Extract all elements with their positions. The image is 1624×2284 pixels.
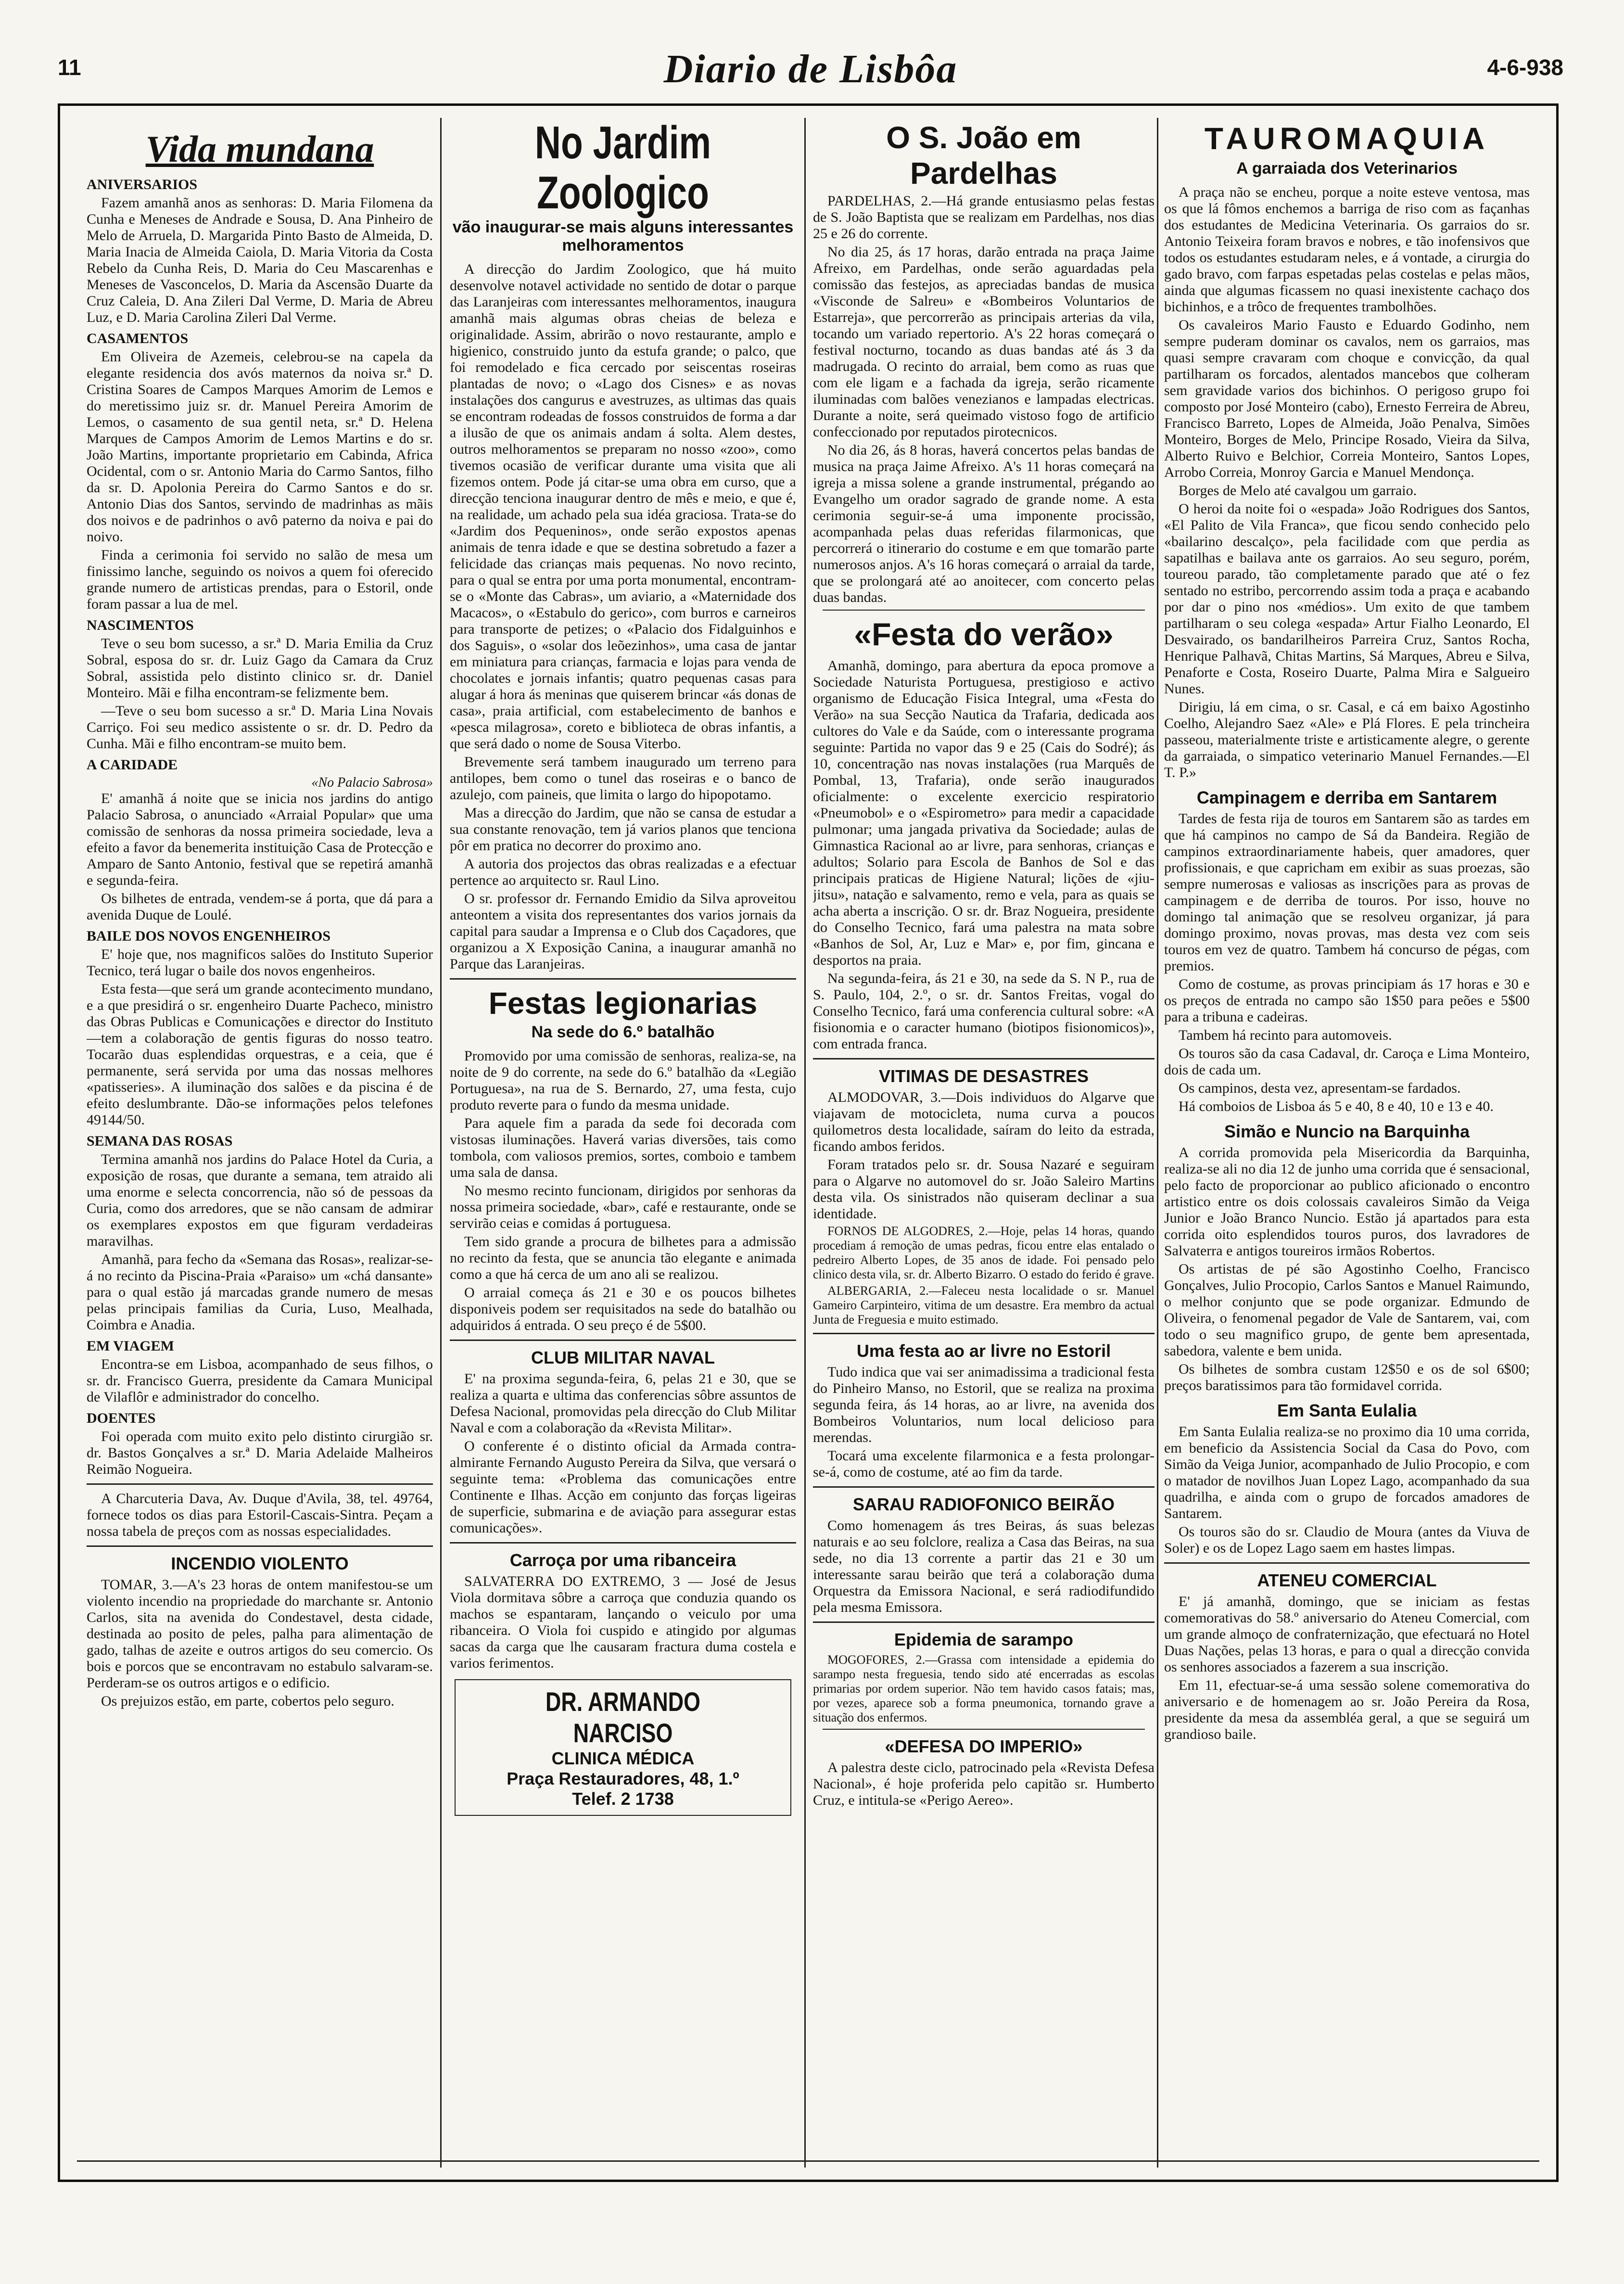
subhead: EM VIAGEM: [87, 1338, 174, 1354]
subhead: CASAMENTOS: [87, 331, 189, 346]
paragraph: O sr. professor dr. Fernando Emidio da Silva aproveitou anteontem a visita dos representantes dos varios jornais da capital para saudar a Imprensa e o Club dos Caçadores, que organizou a X Exposição Canina, a inaugurar amanhã no Parque das Laranjeiras.: [450, 891, 796, 972]
paragraph: Foi operada com muito exito pelo distinto cirurgião sr. dr. Bastos Gonçalves a sr.ª D. Maria Adelaide Malheiros Reimão Nogueira.: [87, 1429, 433, 1477]
paragraph: Os cavaleiros Mario Fausto e Eduardo Godinho, nem sempre puderam dominar os cavalos, nem os garraios, mas quasi sempre cravaram com choque e convicção, da qual partilharam os forcados, alentados mancebos que colheram sem gravidade varios dos bichinhos. O perigoso grupo foi composto por José Monteiro (cabo), Ernesto Ferreira de Abreu, Francisco Barreto, Lopes de Almeida, João Penalva, Simões Monteiro, Borges de Melo, Principe Rosado, Vieira da Silva, Alberto Ruivo e Belchior, Correia Monteiro, Santos Lopes, Arrobo Correia, Monroy Garcia e Manuel Mendonça.: [1164, 317, 1530, 480]
paragraph: Esta festa—que será um grande acontecimento mundano, e a que presidirá o sr. engenheiro Duarte Pacheco, ministro das Obras Publicas e Comunicações e director do Instituto—tem a colaboração de gentis figuras do nosso teatro. Tocarão duas esplendidas orquestras, e a ceia, que é permanente, será servida por uma das nossas melhores «patisseries». A iluminação dos salões e da piscina é de efeito deslumbrante. Dão-se informações pelos telefones 49144/50.: [87, 981, 433, 1128]
paragraph: Os artistas de pé são Agostinho Coelho, Francisco Gonçalves, Julio Procopio, Carlos Santos e Manuel Raimundo, o melhor conjunto que se pode organizar. Edmundo de Oliveira, o fenomenal pegador de Vale de Santarem, vai, com todo o seu magnifico grupo, de gente bem apresentada, sabedora, valente e bem unida.: [1164, 1261, 1530, 1359]
paragraph: No dia 25, ás 17 horas, darão entrada na praça Jaime Afreixo, em Pardelhas, onde serão aguardadas pela comissão das festejos, as apreciadas bandas de musica «Visconde de Salreu» e «Bombeiros Voluntarios de Estarreja», que percorrerão as principais arterias da vila, tocando um variado repertorio. A's 22 horas começará o festival nocturno, tocando as duas bandas até ás 3 da madrugada. O recinto do arraial, bem como as ruas que com ele ligam e a fachada da igreja, serão ricamente iluminadas com balões venezianos e lampadas electricas. Durante a noite, será queimado vistoso fogo de artificio confeccionado por reputados pirotecnicos.: [813, 244, 1155, 440]
paragraph: Brevemente será tambem inaugurado um terreno para antilopes, bem como o tunel das roseiras e o banco de azulejo, com paineis, que limita o largo do hipopotamo.: [450, 754, 796, 803]
paragraph: A corrida promovida pela Misericordia da Barquinha, realiza-se ali no dia 12 de junho uma corrida que é sensacional, pelo facto de proporcionar ao publico aficionado o encontro artistico entre os dois colossais cavaleiros Simão da Veiga Junior e João Branco Nuncio. Estão já apartados para esta corrida oito esplendidos touros puros, dos lavradores de Salvaterra e antigos toureiros irmãos Robertos.: [1164, 1145, 1530, 1259]
column-tauromaquia: [1164, 118, 1530, 2172]
article-title: Epidemia de sarampo: [894, 1630, 1074, 1649]
article-title: ATENEU COMERCIAL: [1257, 1570, 1437, 1590]
paragraph: O heroi da noite foi o «espada» João Rodrigues dos Santos, «El Palito de Vila Franca», que ficou sendo conhecido pelo «bailarino descalço», pela facilidade com que perdia as sapatilhas e bailava ante os garraios. Ao seu seguro, porém, toureou parado, tão completamente parado que até o fez sentado no estribo, percorrendo assim toda a praça e acabando por dar o pino nos «médios». Um exito de que tambem partilharam o seu colega «espada» Artur Fialho Leonardo, El Desvairado, os bandarilheiros Parreira Cruz, Santos Rocha, Henrique Palhavã, Chitas Martins, Sá Marques, Abreu e Silva, Penaforte e Costa, Roseiro Duarte, Palma Mira e Salgueiro Nunes.: [1164, 501, 1530, 697]
paragraph: Dirigiu, lá em cima, o sr. Casal, e cá em baixo Agostinho Coelho, Alejandro Saez «Ale» e Plá Flores. E pela trincheira passeou, materialmente triste e artisticamente alegre, o gerente da garraiada, o simpatico veterinario Manuel Fernandes.—El T. P.»: [1164, 699, 1530, 780]
divider: [87, 1483, 433, 1485]
paragraph: A praça não se encheu, porque a noite esteve ventosa, mas os que lá fômos enchemos a barriga de riso com as façanhas dos estudantes de Medicina Veterinaria. Os garraios do sr. Antonio Teixeira foram bravos e nobres, e tão inofensivos que todos os estudantes estudaram neles, e á vontade, a cirurgia do gado bravo, com farpas espetadas pelas costelas e pelas mãos, ainda que algumas ficassem no quasi inexistente cachaço dos bichinhos, e a trôco de frequentes trambolhões.: [1164, 184, 1530, 315]
paragraph: A direcção do Jardim Zoologico, que há muito desenvolve notavel actividade no sentido de dotar o parque das Laranjeiras com interessantes melhoramentos, inaugura amanhã mais algumas obras cheias de beleza e originalidade. Assim, abrirão o novo restaurante, amplo e higienico, construido junto da estufa grande; o palco, que foi remodelado e fica cercado por seiscentas roseiras plantadas de novo; o «Lago dos Cisnes» e as novas instalações dos cangurus e avestruzes, as ultimas das quais se encontram rodeadas de fossos construidos de forma a dar a ilusão de que os animais andam á solta. Alem destes, outros melhoramentos se preparam no nosso «zoo», como tivemos ocasião de verificar durante uma visita que ali fizemos ontem. Pode já citar-se uma obra em curso, que a direcção tenciona inaugurar dentro de mês e meio, e que é, na realidade, um achado pela sua idéa graciosa. Trata-se do «Jardim dos Pequeninos», onde serão expostos apenas animais de tenra idade e que se destina sobretudo a fazer a felicidade das crianças mais pequenas. No novo recinto, para o qual se entra por uma porta monumental, encontram-se o «Monte das Cabras», um aviario, a «Maternidade dos Macacos», o «Estabulo do gerico», com burros e carneiros para transporte de petizes; o «Palacio dos Fidalguinhos e dos Saguis», o «solar dos leõezinhos», uma casa de jantar em miniatura para crianças, farmacia e lojas para venda de chocolates e jornais infantis; quatro pequenas casas para alugar á hora ás meninas que quiserem brincar «ás donas de casa», praia artificial, com estabelecimento de banhos e «pesca milagrosa», coreto e biblioteca de obras infantis, a que será dado o nome de Sousa Viterbo.: [450, 261, 796, 752]
divider: [1164, 1562, 1530, 1564]
section-heading: Vida mundana: [145, 128, 374, 170]
article-title: Uma festa ao ar livre no Estoril: [856, 1341, 1111, 1361]
paragraph: Promovido por uma comissão de senhoras, realiza-se, na noite de 9 do corrente, na sede do 6.º batalhão da «Legião Portuguesa», na rua de S. Bernardo, 27, uma festa, cujo produto reverte para o fundo da mesma unidade.: [450, 1048, 796, 1113]
article-title: CLUB MILITAR NAVAL: [531, 1348, 715, 1367]
column-zoologico: [450, 118, 796, 2172]
paragraph: A palestra deste ciclo, patrocinado pela «Revista Defesa Nacional», é hoje proferida pelo capitão sr. Humberto Cruz, e intitula-se «Perigo Aereo».: [813, 1760, 1155, 1808]
paragraph: Mas a direcção do Jardim, que não se cansa de estudar a sua constante renovação, tem já varios planos que tenciona pôr em pratica no decorrer do proximo ano.: [450, 805, 796, 854]
paragraph: Como de costume, as provas principiam ás 17 horas e 30 e os preços de entrada no campo são 1$50 para peões e 5$00 para a tribuna e cadeiras.: [1164, 976, 1530, 1025]
paragraph: Encontra-se em Lisboa, acompanhado de seus filhos, o sr. dr. Francisco Guerra, presidente da Camara Municipal de Vilaflôr e administrador do concelho.: [87, 1356, 433, 1405]
subhead: BAILE DOS NOVOS ENGENHEIROS: [87, 928, 331, 944]
article-deck: vão inaugurar-se mais alguns interessantes melhoramentos: [452, 218, 794, 255]
divider: [450, 978, 796, 980]
paragraph: Os touros são do sr. Claudio de Moura (antes da Viuva de Soler) e os de Lopez Lago saem em hastes limpas.: [1164, 1524, 1530, 1556]
column-pardelhas: [813, 118, 1155, 2172]
column-divider: [804, 118, 806, 2168]
paragraph: Para aquele fim a parada da sede foi decorada com vistosas iluminações. Haverá varias diversões, tais como tombola, com valiosos premios, sortes, comboio e tambem uma sala de dansa.: [450, 1115, 796, 1180]
paragraph: E' amanhã á noite que se inicia nos jardins do antigo Palacio Sabrosa, o anunciado «Arraial Popular» que uma comissão de senhoras da nossa primeira sociedade, leva a efeito a favor da benemerita instituição Casa de Protecção e Amparo de Santo Antonio, festival que se repetirá amanhã e segunda-feira.: [87, 791, 433, 888]
subhead: ANIVERSARIOS: [87, 177, 198, 192]
paragraph: PARDELHAS, 2.—Há grande entusiasmo pelas festas de S. João Baptista que se realizam em Pardelhas, nos dias 25 e 26 do corrente.: [813, 193, 1155, 242]
article-deck: Na sede do 6.º batalhão: [531, 1023, 715, 1041]
paragraph: No mesmo recinto funcionam, dirigidos por senhoras da nossa primeira sociedade, «bar», café e restaurante, onde se servirão ceias e comidas á portuguesa.: [450, 1183, 796, 1231]
divider: [823, 610, 1145, 611]
paragraph: Tocará uma excelente filarmonica e a festa prolongar-se-á, como de costume, até ao fim da tarde.: [813, 1448, 1155, 1480]
paragraph: E' hoje que, nos magnificos salões do Instituto Superior Tecnico, terá lugar o baile dos novos engenheiros.: [87, 946, 433, 979]
column-vida-mundana: [87, 118, 433, 2172]
divider: [87, 1545, 433, 1547]
paragraph: Finda a cerimonia foi servido no salão de mesa um finissimo lanche, seguindo os noivos a quem foi oferecido grande numero de artisticas prendas, para o Estoril, onde foram passar a lua de mel.: [87, 547, 433, 612]
paragraph: E' já amanhã, domingo, que se iniciam as festas comemorativas do 58.º aniversario do Ateneu Comercial, com um grande almoço de confraternização, que efectuará no Hotel Duas Nações, pelas 13 horas, e para o qual a direcção convida os senhores associados a fazerem a sua inscrição.: [1164, 1594, 1530, 1675]
paragraph: Fazem amanhã anos as senhoras: D. Maria Filomena da Cunha e Meneses de Andrade e Sousa, D. Ana Pinheiro de Melo de Arruela, D. Margarida Pinto Basto de Almeida, D. Maria Inacia de Almeida Caiola, D. Maria Vitoria da Costa Rebelo da Cunha Reis, D. Maria do Ceu Mascarenhas e Meneses de Vasconcelos, D. Maria da Ascensão Duarte da Cruz Caleia, D. Ana Zileri Dal Verme, D. Maria de Abreu Luz, e D. Maria Carolina Zileri Dal Verme.: [87, 195, 433, 325]
ad-address: Praça Restauradores, 48, 1.º: [507, 1769, 739, 1788]
bottom-rule: [77, 2160, 1539, 2162]
paragraph: TOMAR, 3.—A's 23 horas de ontem manifestou-se um violento incendio na propriedade do marchante sr. Antonio Carlos, sita na avenida do Condestavel, desta cidade, destinada ao posito de peles, palha para alimentação de gado, talhas de azeite e outros artigos do seu comercio. Os bois e porcos que se encontravam no estabulo salvaram-se. Perderam-se os outros artigos e o edificio.: [87, 1577, 433, 1691]
article-title: O S. João em Pardelhas: [886, 120, 1081, 191]
article-title: SARAU RADIOFONICO BEIRÃO: [852, 1494, 1115, 1514]
paragraph: Termina amanhã nos jardins do Palace Hotel da Curia, a exposição de rosas, que durante a semana, tem atraido ali uma enorme e selecta concorrencia, não só de pessoas da Curia, como dos arredores, que se não cansam de admirar os exemplares expostos em que figuram verdadeiras maravilhas.: [87, 1151, 433, 1249]
article-title: No Jardim Zoologico: [534, 118, 711, 218]
paragraph: Foram tratados pelo sr. dr. Sousa Nazaré e seguiram para o Algarve no automovel do sr. João Saleiro Martins desta vila. Os sinistrados não quiseram declinar a sua identidade.: [813, 1157, 1155, 1222]
article-title: Simão e Nuncio na Barquinha: [1224, 1122, 1470, 1141]
section-heading: TAUROMAQUIA: [1204, 121, 1490, 156]
paragraph: Há comboios de Lisboa ás 5 e 40, 8 e 40, 10 e 13 e 40.: [1179, 1098, 1494, 1114]
paragraph: Amanhã, domingo, para abertura da epoca promove a Sociedade Naturista Portuguesa, prestigioso e activo organismo de Educação Fisica Integral, uma «Festa do Verão» na sua Secção Nautica da Trafaria, dedicada aos cultores do Vale e da Saúde, com o interessante programa seguinte: Partida no vapor das 9 e 25 (Cais do Sodré); ás 10, concentração nas novas instalações (rua Marquês de Pombal, 13, Trafaria), onde serão inaugurados oficialmente: o excelente exercicio respiratorio «Pneumobol» e o «Espirometro» para medir a capacidade pulmonar; uma jangada privativa da Sociedade; aulas de Gimnastica Racional ao ar livre, para senhoras, crianças e adultos; Solario para Escola de Banhos de Sol e das principais praticas de Higiene Natural; lições de «jiu-jitsu», natação e salvamento, remo e vela, para as quais se acha aberta a inscrição. O sr. dr. Braz Nogueira, presidente do Conselho Tecnico, fará uma palestra na mata sobre «Banhos de Sol, Ar, Luz e Mar» e, por fim, gincana e desportos na praia.: [813, 658, 1155, 968]
paragraph: MOGOFORES, 2.—Grassa com intensidade a epidemia do sarampo nesta freguesia, tendo sido até encerradas as escolas primarias por ordem superior. Não tem havido casos fatais; mas, por vezes, aparece sob a forma pneumonica, tornando grave a situação dos enfermos.: [813, 1653, 1155, 1724]
paragraph: Teve o seu bom sucesso, a sr.ª D. Maria Emilia da Cruz Sobral, esposa do sr. dr. Luiz Gago da Camara da Cruz Sobral, assistida pelo distinto clinico sr. dr. Daniel Monteiro. Mãi e filha encontram-se felizmente bem.: [87, 636, 433, 701]
divider: [813, 1486, 1155, 1488]
paragraph: Tardes de festa rija de touros em Santarem são as tardes em que há campinos no campo de Sá da Bandeira. Região de campinos extraordinariamente habeis, quer amadores, quer profissionais, e que capricham em exibir as suas proezas, são sempre numerosas e valiosas as inscrições para as provas de campinagem e de derriba de touros. Por isso, houve no domingo tal animação que se resolveu organizar, já para domingo proximo, novas provas, mas desta vez com seis touros em vez de quatro. Tambem há concurso de pégas, com premios.: [1164, 811, 1530, 974]
paragraph: E' na proxima segunda-feira, 6, pelas 21 e 30, que se realiza a quarta e ultima das conferencias sôbre assuntos de Defesa Nacional, promovidas pela direcção do Club Militar Naval e com a colaboração da «Revista Militar».: [450, 1371, 796, 1436]
ad-name: DR. ARMANDO NARCISO: [546, 1686, 700, 1748]
paragraph: ALBERGARIA, 2.—Faleceu nesta localidade o sr. Manuel Gameiro Carpinteiro, vitima de um desastre. Era membro da actual Junta de Freguesia e muito estimado.: [813, 1284, 1155, 1327]
masthead: [58, 46, 1563, 99]
column-divider: [440, 118, 442, 2168]
paragraph: —Teve o seu bom sucesso a sr.ª D. Maria Lina Novais Carriço. Foi seu medico assistente o sr. dr. D. Pedro da Cunha. Mãi e filho encontram-se muito bem.: [87, 703, 433, 752]
paragraph: Na segunda-feira, ás 21 e 30, na sede da S. N P., rua de S. Paulo, 104, 2.º, o sr. dr. Santos Freitas, vogal do Conselho Tecnico, fará uma conferencia cultural sobre: «A fisionomia e o caracter humano (biotipos fisionomicos)», com entrada franca.: [813, 970, 1155, 1052]
article-title: Carroça por uma ribanceira: [509, 1550, 736, 1570]
article-title: VITIMAS DE DESASTRES: [878, 1066, 1089, 1086]
article-title: «Festa do verão»: [854, 616, 1114, 652]
divider: [813, 1058, 1155, 1059]
subhead: A CARIDADE: [87, 757, 178, 773]
subhead: NASCIMENTOS: [87, 617, 194, 633]
paragraph: Borges de Melo até cavalgou um garraio.: [1179, 483, 1417, 498]
paragraph: O arraial começa ás 21 e 30 e os poucos bilhetes disponiveis podem ser requisitados na sede do batalhão ou adquiridos á entrada. O seu preço é de 5$00.: [450, 1285, 796, 1333]
paragraph: Em 11, efectuar-se-á uma sessão solene comemorativa do aniversario e de homenagem ao sr. João Pereira da Rosa, presidente da mesa da assembléa geral, a que se seguirá um grandioso baile.: [1164, 1677, 1530, 1742]
paragraph: A autoria dos projectos das obras realizadas e a efectuar pertence ao arquitecto sr. Raul Lino.: [450, 856, 796, 888]
paragraph: Os touros são da casa Cadaval, dr. Caroça e Lima Monteiro, dois de cada um.: [1164, 1046, 1530, 1078]
paragraph: FORNOS DE ALGODRES, 2.—Hoje, pelas 14 horas, quando procediam á remoção de umas pedras, ficou entre elas entalado o pedreiro Alberto Lopes, de 35 anos de idade. Foi pensado pelo clinico desta vila, sr. dr. Alberto Bizarro. O estado do ferido é grave.: [813, 1224, 1155, 1281]
issue-date: 4-6-938: [1487, 55, 1563, 80]
paragraph: ALMODOVAR, 3.—Dois individuos do Algarve que viajavam de motocicleta, numa curva a poucos quilometros desta localidade, saíram do leito da estrada, ficando ambos feridos.: [813, 1089, 1155, 1154]
paragraph: SALVATERRA DO EXTREMO, 3 — José de Jesus Viola dormitava sôbre a carroça que conduzia quando os machos se espantaram, lançando o veiculo por uma ribanceira. O Viola foi cuspido e atingido por algumas sacas da carga que lhe causaram fractura duma costela e varios ferimentos.: [450, 1573, 796, 1671]
paragraph: Em Oliveira de Azemeis, celebrou-se na capela da elegante residencia dos avós maternos da noiva sr.ª D. Cristina Soares de Campos Marques Amorim de Lemos e do meretissimo juiz sr. dr. Manuel Pereira Amorim de Lemos, o casamento de sua gentil neta, sr.ª D. Helena Marques de Campos Amorim de Lemos Martins e do sr. João Martins, importante proprietario em Cabinda, Africa Ocidental, com o sr. Antonio Maria do Carmo Santos, filho da sr. D. Apolonia Pereira do Carmo Santos e do sr. Antonio Dias dos Santos, servindo de madrinhas as mãis dos noivos e de padrinhos o avô paterno da noiva e pai do noivo.: [87, 349, 433, 545]
article-title: «DEFESA DO IMPERIO»: [885, 1736, 1083, 1756]
subhead: DOENTES: [87, 1410, 156, 1426]
paragraph: Em Santa Eulalia realiza-se no proximo dia 10 uma corrida, em beneficio da Assistencia Social da Casa do Povo, com Simão da Veiga Junior, acompanhado de Julio Procopio, e com o matador de novilhos Juan Lopez Lago, acompanhado da sua quadrilha, e ainda com o grupo de forcados amadores de Santarem.: [1164, 1424, 1530, 1521]
paragraph: No dia 26, ás 8 horas, haverá concertos pelas bandas de musica na praça Jaime Afreixo. A's 11 horas começará na igreja a missa solene a grande instrumental, prégando ao Evangelho um orador sagrado de grande nome. A esta cerimonia seguir-se-á uma imponente procissão, acompanhada pelas duas referidas filarmonicas, que percorrerá o itinerario do costume e em que tomarão parte numerosos anjos. A's 16 horas começará o arraial da tarde, que se prolongará até ao anoitecer, com concerto pelas duas bandas.: [813, 442, 1155, 605]
article-title: Campinagem e derriba em Santarem: [1196, 788, 1497, 807]
dateline: «No Palacio Sabrosa»: [311, 775, 433, 790]
divider: [813, 1621, 1155, 1623]
paragraph: O conferente é o distinto oficial da Armada contra-almirante Fernando Augusto Pereira da Silva, que versará o seguinte tema: «Problema das comunicações entre Continente e Ilhas. Acção em conjunto das forças ligeiras de superficie, submarina e de aviação para assegurar estas comunicações».: [450, 1438, 796, 1536]
advertisement: A Charcuteria Dava, Av. Duque d'Avila, 38, tel. 49764, fornece todos os dias para Estoril-Cascais-Sintra. Peçam a nossa tabela de preços com as nossas especialidades.: [87, 1491, 433, 1539]
paragraph: Os bilhetes de sombra custam 12$50 e os de sol 6$00; preços baratissimos para tão formidavel corrida.: [1164, 1361, 1530, 1393]
paragraph: Como homenagem ás tres Beiras, ás suas belezas naturais e ao seu folclore, realiza a Casa das Beiras, na sua sede, no dia 13 corrente a partir das 21 e 30 um interessante sarau beirão que terá a colaboração duma Orquestra da Emissora Nacional, e será radiodifundido pela mesma Emissora.: [813, 1518, 1155, 1615]
paragraph: Tem sido grande a procura de bilhetes para a admissão no recinto da festa, que se anuncia tão elegante e animada como a que há cerca de um ano ali se realizou.: [450, 1234, 796, 1282]
article-deck: A garraiada dos Veterinarios: [1236, 159, 1458, 178]
divider: [823, 1729, 1145, 1730]
paragraph: Tambem há recinto para automoveis.: [1179, 1027, 1392, 1043]
divider: [450, 1542, 796, 1544]
ad-phone: Telef. 2 1738: [572, 1789, 674, 1809]
paragraph: Tudo indica que vai ser animadissima a tradicional festa do Pinheiro Manso, no Estoril, que se realiza na proxima segunda feira, ás 14 horas, ao ar livre, na avenida dos Bombeiros Voluntarios, num local delicioso para merendas.: [813, 1364, 1155, 1445]
paragraph: Os campinos, desta vez, apresentam-se fardados.: [1179, 1080, 1461, 1096]
article-title: INCENDIO VIOLENTO: [171, 1554, 349, 1573]
subhead: SEMANA DAS ROSAS: [87, 1133, 233, 1149]
paragraph: Os prejuizos estão, em parte, cobertos pelo seguro.: [101, 1693, 394, 1709]
column-divider: [1157, 118, 1158, 2168]
ad-specialty: CLINICA MÉDICA: [551, 1748, 695, 1768]
divider: [450, 1340, 796, 1341]
doctor-advertisement: [455, 1679, 791, 1816]
page-number: 11: [58, 55, 81, 80]
article-title: Em Santa Eulalia: [1277, 1401, 1417, 1420]
paragraph: Os bilhetes de entrada, vendem-se á porta, que dá para a avenida Duque de Loulé.: [87, 891, 433, 923]
newspaper-title: Diario de Lisbôa: [663, 47, 958, 91]
article-title: Festas legionarias: [488, 986, 758, 1021]
divider: [813, 1333, 1155, 1334]
paragraph: Amanhã, para fecho da «Semana das Rosas», realizar-se-á no recinto da Piscina-Praia «Paraiso» um «chá dansante» para o qual estão já marcadas grande numero de mesas pelas principais familias da Curia, Luso, Mealhada, Coimbra e Anadia.: [87, 1251, 433, 1333]
